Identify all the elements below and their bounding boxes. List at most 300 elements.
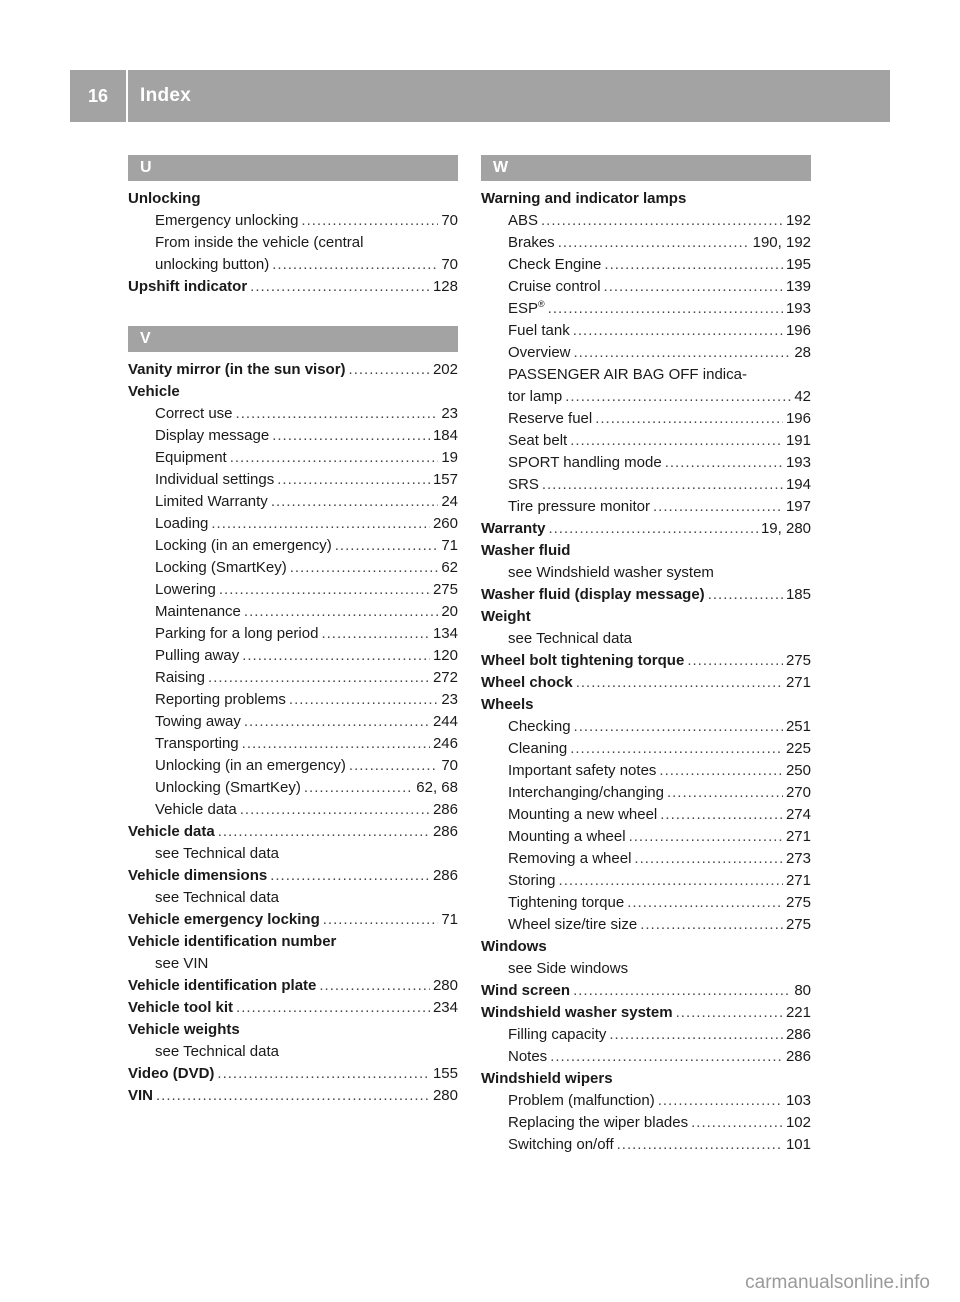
entry-text <box>128 865 267 887</box>
page-reference: 193 <box>785 300 811 317</box>
dot-leader <box>573 980 791 1002</box>
entry-label: Vehicle <box>128 383 180 400</box>
entry-label: Vanity mirror (in the sun visor) <box>128 361 346 378</box>
index-subentry <box>128 254 458 276</box>
entry-text <box>508 958 628 980</box>
entry-text <box>155 953 208 975</box>
index-subentry <box>481 320 811 342</box>
page-reference: 101 <box>785 1136 811 1153</box>
index-subentry <box>481 1024 811 1046</box>
entry-label: Windshield washer system <box>481 1004 673 1021</box>
dot-leader <box>658 1090 783 1112</box>
dot-leader <box>687 650 783 672</box>
entry-text <box>155 601 241 623</box>
entry-text <box>508 474 539 496</box>
index-entry <box>481 980 811 1002</box>
dot-leader <box>576 672 783 694</box>
entry-label: Tire pressure monitor <box>508 498 650 515</box>
entry-text <box>155 689 286 711</box>
entry-label: Fuel tank <box>508 322 570 339</box>
index-entry <box>481 1002 811 1024</box>
watermark-text: carmanualsonline.info <box>745 1272 930 1293</box>
page-reference: 275 <box>785 916 811 933</box>
page-reference: 71 <box>441 537 458 554</box>
entry-text <box>508 298 545 320</box>
page-reference: 28 <box>794 344 811 361</box>
index-column-right <box>481 155 811 1156</box>
entry-label: SPORT handling mode <box>508 454 662 471</box>
page-reference: 62, 68 <box>416 779 458 796</box>
page-reference: 234 <box>432 999 458 1016</box>
dot-leader <box>290 557 439 579</box>
dot-leader <box>304 777 413 799</box>
dot-leader <box>319 975 430 997</box>
entry-label: Wheels <box>481 696 534 713</box>
entry-label: Individual settings <box>155 471 275 488</box>
page-reference: 271 <box>785 828 811 845</box>
index-subentry <box>481 848 811 870</box>
index-subentry <box>481 1090 811 1112</box>
entry-label: Mounting a wheel <box>508 828 626 845</box>
entry-label: Wheel bolt tightening torque <box>481 652 685 669</box>
page-reference: 244 <box>432 713 458 730</box>
entry-text <box>155 733 239 755</box>
entry-text <box>508 914 637 936</box>
index-subentry <box>128 1041 458 1063</box>
entry-text <box>508 892 624 914</box>
page-reference: 80 <box>794 982 811 999</box>
page-reference: 23 <box>441 405 458 422</box>
entry-text <box>155 843 279 865</box>
index-subentry <box>128 425 458 447</box>
entry-label: Locking (SmartKey) <box>155 559 287 576</box>
entry-label: Washer fluid <box>481 542 571 559</box>
entry-text <box>508 826 626 848</box>
index-entry <box>481 1068 811 1090</box>
section-letter-header: V <box>128 326 458 352</box>
entry-label: From inside the vehicle (central <box>155 234 364 251</box>
dot-leader <box>691 1112 783 1134</box>
dot-leader <box>301 210 438 232</box>
page-reference: 286 <box>432 867 458 884</box>
entry-text <box>508 1090 655 1112</box>
entry-label: PASSENGER AIR BAG OFF indica- <box>508 366 747 383</box>
page-reference: 134 <box>432 625 458 642</box>
entry-text <box>155 579 216 601</box>
page-reference: 70 <box>441 212 458 229</box>
entry-label: Wind screen <box>481 982 571 999</box>
dot-leader <box>550 1046 783 1068</box>
dot-leader <box>217 1063 430 1085</box>
entry-label: Removing a wheel <box>508 850 632 867</box>
entry-label: Filling capacity <box>508 1026 607 1043</box>
entry-label: Maintenance <box>155 603 241 620</box>
index-entry <box>481 936 811 958</box>
dot-leader <box>659 760 783 782</box>
entry-label: Problem (malfunction) <box>508 1092 655 1109</box>
entry-text <box>481 606 531 628</box>
entry-text <box>481 540 570 562</box>
entry-text <box>481 518 545 540</box>
index-subentry <box>128 843 458 865</box>
entry-text <box>155 210 298 232</box>
entry-text <box>155 232 363 254</box>
index-subentry <box>128 689 458 711</box>
entry-text <box>128 821 215 843</box>
dot-leader <box>617 1134 783 1156</box>
entry-text <box>155 777 301 799</box>
entry-text <box>508 210 538 232</box>
entry-text <box>508 760 656 782</box>
entry-text <box>155 755 346 777</box>
entry-text <box>508 430 567 452</box>
dot-leader <box>250 276 430 298</box>
index-entry <box>128 821 458 843</box>
entry-label: Checking <box>508 718 571 735</box>
index-subentry <box>128 469 458 491</box>
index-subentry <box>481 430 811 452</box>
index-subentry <box>481 804 811 826</box>
entry-text <box>481 584 705 606</box>
page-reference: 197 <box>785 498 811 515</box>
entry-label: see Windshield washer system <box>508 564 714 581</box>
dot-leader <box>627 892 783 914</box>
dot-leader <box>574 342 792 364</box>
page-reference: 286 <box>432 823 458 840</box>
entry-text <box>128 931 336 953</box>
entry-label: Unlocking (SmartKey) <box>155 779 301 796</box>
entry-label: Vehicle weights <box>128 1021 240 1038</box>
entry-text <box>508 452 662 474</box>
index-subentry <box>481 562 811 584</box>
entry-text <box>155 403 233 425</box>
entry-text <box>155 711 241 733</box>
entry-label: Warning and indicator lamps <box>481 190 687 207</box>
entry-label: Raising <box>155 669 206 686</box>
index-entry <box>128 1019 458 1041</box>
entry-label: unlocking button) <box>155 256 270 273</box>
dot-leader <box>272 425 430 447</box>
entry-label: Wheel size/tire size <box>508 916 638 933</box>
index-subentry <box>481 958 811 980</box>
entry-label: Loading <box>155 515 209 532</box>
section-gap <box>128 298 458 326</box>
entry-text <box>508 1024 606 1046</box>
dot-leader <box>708 584 783 606</box>
index-subentry <box>128 623 458 645</box>
index-entry <box>128 997 458 1019</box>
page-reference: 280 <box>432 1087 458 1104</box>
dot-leader <box>242 733 430 755</box>
index-subentry <box>481 408 811 430</box>
page-reference: 195 <box>785 256 811 273</box>
index-subentry <box>481 364 811 386</box>
entry-label: Warranty <box>481 520 546 537</box>
entry-text <box>508 408 592 430</box>
entry-text <box>155 557 287 579</box>
dot-leader <box>277 469 430 491</box>
entry-text <box>508 782 664 804</box>
index-entry <box>481 518 811 540</box>
entry-text <box>508 562 714 584</box>
page-reference: 196 <box>785 322 811 339</box>
index-entry <box>128 1085 458 1107</box>
dot-leader <box>660 804 783 826</box>
dot-leader <box>570 430 783 452</box>
index-subentry <box>128 210 458 232</box>
entry-text <box>508 870 556 892</box>
dot-leader <box>218 821 430 843</box>
dot-leader <box>208 667 430 689</box>
entry-label: Emergency unlocking <box>155 212 299 229</box>
entry-label: Washer fluid (display message) <box>481 586 705 603</box>
entry-label: see Technical data <box>155 845 279 862</box>
page-reference: 71 <box>441 911 458 928</box>
index-subentry <box>481 628 811 650</box>
page-reference: 280 <box>432 977 458 994</box>
index-column-left <box>128 155 458 1107</box>
page-reference: 23 <box>441 691 458 708</box>
index-subentry <box>128 953 458 975</box>
entry-label: Vehicle identification plate <box>128 977 317 994</box>
entry-label: Wheel chock <box>481 674 573 691</box>
dot-leader <box>156 1085 430 1107</box>
dot-leader <box>665 452 783 474</box>
entry-label: Locking (in an emergency) <box>155 537 332 554</box>
dot-leader <box>541 210 783 232</box>
index-subentry <box>128 887 458 909</box>
entry-label: Windshield wipers <box>481 1070 613 1087</box>
page-reference: 24 <box>441 493 458 510</box>
entry-label: Notes <box>508 1048 548 1065</box>
page-reference: 185 <box>785 586 811 603</box>
index-subentry <box>481 870 811 892</box>
dot-leader <box>653 496 783 518</box>
index-subentry <box>481 892 811 914</box>
entry-label: Brakes <box>508 234 555 251</box>
entry-text <box>128 1019 240 1041</box>
entry-text <box>508 848 631 870</box>
index-subentry <box>481 496 811 518</box>
entry-label: Cleaning <box>508 740 568 757</box>
page-reference: 62 <box>441 559 458 576</box>
dot-leader <box>676 1002 783 1024</box>
dot-leader <box>640 914 783 936</box>
entry-text <box>508 628 632 650</box>
entry-label: ESP <box>508 300 539 317</box>
dot-leader <box>230 447 439 469</box>
index-subentry <box>481 914 811 936</box>
page-reference: 139 <box>785 278 811 295</box>
entry-label: Lowering <box>155 581 216 598</box>
entry-text <box>508 386 562 408</box>
dot-leader <box>629 826 783 848</box>
index-subentry <box>481 1112 811 1134</box>
entry-label: tor lamp <box>508 388 563 405</box>
index-subentry <box>481 1134 811 1156</box>
entry-label: Vehicle emergency locking <box>128 911 320 928</box>
index-subentry <box>481 782 811 804</box>
dot-leader <box>565 386 791 408</box>
entry-text <box>155 447 227 469</box>
index-entry <box>128 188 458 210</box>
entry-label: see Technical data <box>155 1043 279 1060</box>
index-subentry <box>481 760 811 782</box>
entry-label: Replacing the wiper blades <box>508 1114 689 1131</box>
dot-leader <box>236 403 439 425</box>
entry-text <box>155 254 269 276</box>
index-subentry <box>481 716 811 738</box>
index-entry <box>128 931 458 953</box>
dot-leader <box>321 623 430 645</box>
registered-mark: ® <box>538 299 545 309</box>
entry-text <box>508 1134 614 1156</box>
entry-text <box>128 1085 153 1107</box>
dot-leader <box>244 711 430 733</box>
index-entry <box>128 975 458 997</box>
index-entry <box>128 276 458 298</box>
entry-label: ABS <box>508 212 539 229</box>
index-subentry <box>481 298 811 320</box>
dot-leader <box>574 716 783 738</box>
page-reference: 260 <box>432 515 458 532</box>
page-reference: 193 <box>785 454 811 471</box>
dot-leader <box>558 232 750 254</box>
page-reference: 102 <box>785 1114 811 1131</box>
dot-leader <box>634 848 783 870</box>
page-reference: 275 <box>785 894 811 911</box>
entry-text <box>508 232 555 254</box>
entry-text <box>508 804 657 826</box>
index-entry <box>481 540 811 562</box>
page-reference: 286 <box>432 801 458 818</box>
entry-label: Vehicle data <box>155 801 237 818</box>
entry-text <box>481 1068 613 1090</box>
entry-text <box>128 188 201 210</box>
page-reference: 275 <box>432 581 458 598</box>
dot-leader <box>335 535 439 557</box>
dot-leader <box>270 865 430 887</box>
page-reference: 286 <box>785 1048 811 1065</box>
page-reference: 155 <box>432 1065 458 1082</box>
entry-text <box>128 359 346 381</box>
dot-leader <box>271 491 439 513</box>
dot-leader <box>236 997 430 1019</box>
page-reference: 20 <box>441 603 458 620</box>
index-subentry <box>128 799 458 821</box>
dot-leader <box>604 254 783 276</box>
entry-label: Limited Warranty <box>155 493 268 510</box>
index-subentry <box>481 254 811 276</box>
index-subentry <box>481 276 811 298</box>
entry-label: Check Engine <box>508 256 602 273</box>
entry-text <box>481 936 547 958</box>
page-reference: 42 <box>794 388 811 405</box>
page-reference: 274 <box>785 806 811 823</box>
entry-label: VIN <box>128 1087 154 1104</box>
entry-text <box>508 364 747 386</box>
entry-text <box>155 425 269 447</box>
entry-text <box>155 645 239 667</box>
index-subentry <box>128 645 458 667</box>
dot-leader <box>211 513 430 535</box>
entry-text <box>155 887 279 909</box>
index-subentry <box>128 557 458 579</box>
index-entry <box>128 1063 458 1085</box>
entry-text <box>481 980 570 1002</box>
index-subentry <box>481 1046 811 1068</box>
entry-label: Windows <box>481 938 547 955</box>
entry-label: Parking for a long period <box>155 625 319 642</box>
entry-label: Display message <box>155 427 270 444</box>
entry-text <box>155 799 237 821</box>
entry-text <box>508 1112 688 1134</box>
index-subentry <box>128 491 458 513</box>
page-reference: 221 <box>785 1004 811 1021</box>
entry-text <box>508 738 567 760</box>
page-reference: 128 <box>432 278 458 295</box>
entry-label: Cruise control <box>508 278 601 295</box>
dot-leader <box>573 320 783 342</box>
entry-label: see Technical data <box>508 630 632 647</box>
page-reference: 70 <box>441 256 458 273</box>
index-entry <box>481 188 811 210</box>
page-reference: 184 <box>432 427 458 444</box>
page-reference: 270 <box>785 784 811 801</box>
index-subentry <box>481 452 811 474</box>
page-reference: 246 <box>432 735 458 752</box>
page-title: Index <box>140 85 192 106</box>
index-subentry <box>128 535 458 557</box>
entry-text <box>508 276 601 298</box>
index-entry <box>481 694 811 716</box>
entry-label: Overview <box>508 344 571 361</box>
entry-text <box>155 1041 279 1063</box>
index-subentry <box>128 447 458 469</box>
entry-text <box>128 381 180 403</box>
entry-text <box>155 491 268 513</box>
entry-text <box>128 997 233 1019</box>
index-subentry <box>128 579 458 601</box>
index-entry <box>128 381 458 403</box>
page-header <box>70 70 890 122</box>
entry-text <box>508 716 571 738</box>
page-reference: 194 <box>785 476 811 493</box>
dot-leader <box>349 359 430 381</box>
page-reference: 196 <box>785 410 811 427</box>
dot-leader <box>667 782 783 804</box>
index-subentry <box>481 210 811 232</box>
page-reference: 271 <box>785 872 811 889</box>
entry-text <box>155 535 332 557</box>
entry-text <box>508 496 650 518</box>
entry-label: Storing <box>508 872 556 889</box>
index-entry <box>481 650 811 672</box>
page-number: 16 <box>87 85 109 106</box>
dot-leader <box>349 755 438 777</box>
index-subentry <box>481 342 811 364</box>
entry-label: Towing away <box>155 713 241 730</box>
index-subentry <box>128 777 458 799</box>
entry-text <box>128 975 316 997</box>
dot-leader <box>548 518 757 540</box>
dot-leader <box>323 909 439 931</box>
entry-label: Vehicle tool kit <box>128 999 234 1016</box>
entry-text <box>481 188 686 210</box>
index-subentry <box>128 232 458 254</box>
page-reference: 120 <box>432 647 458 664</box>
index-subentry <box>481 826 811 848</box>
